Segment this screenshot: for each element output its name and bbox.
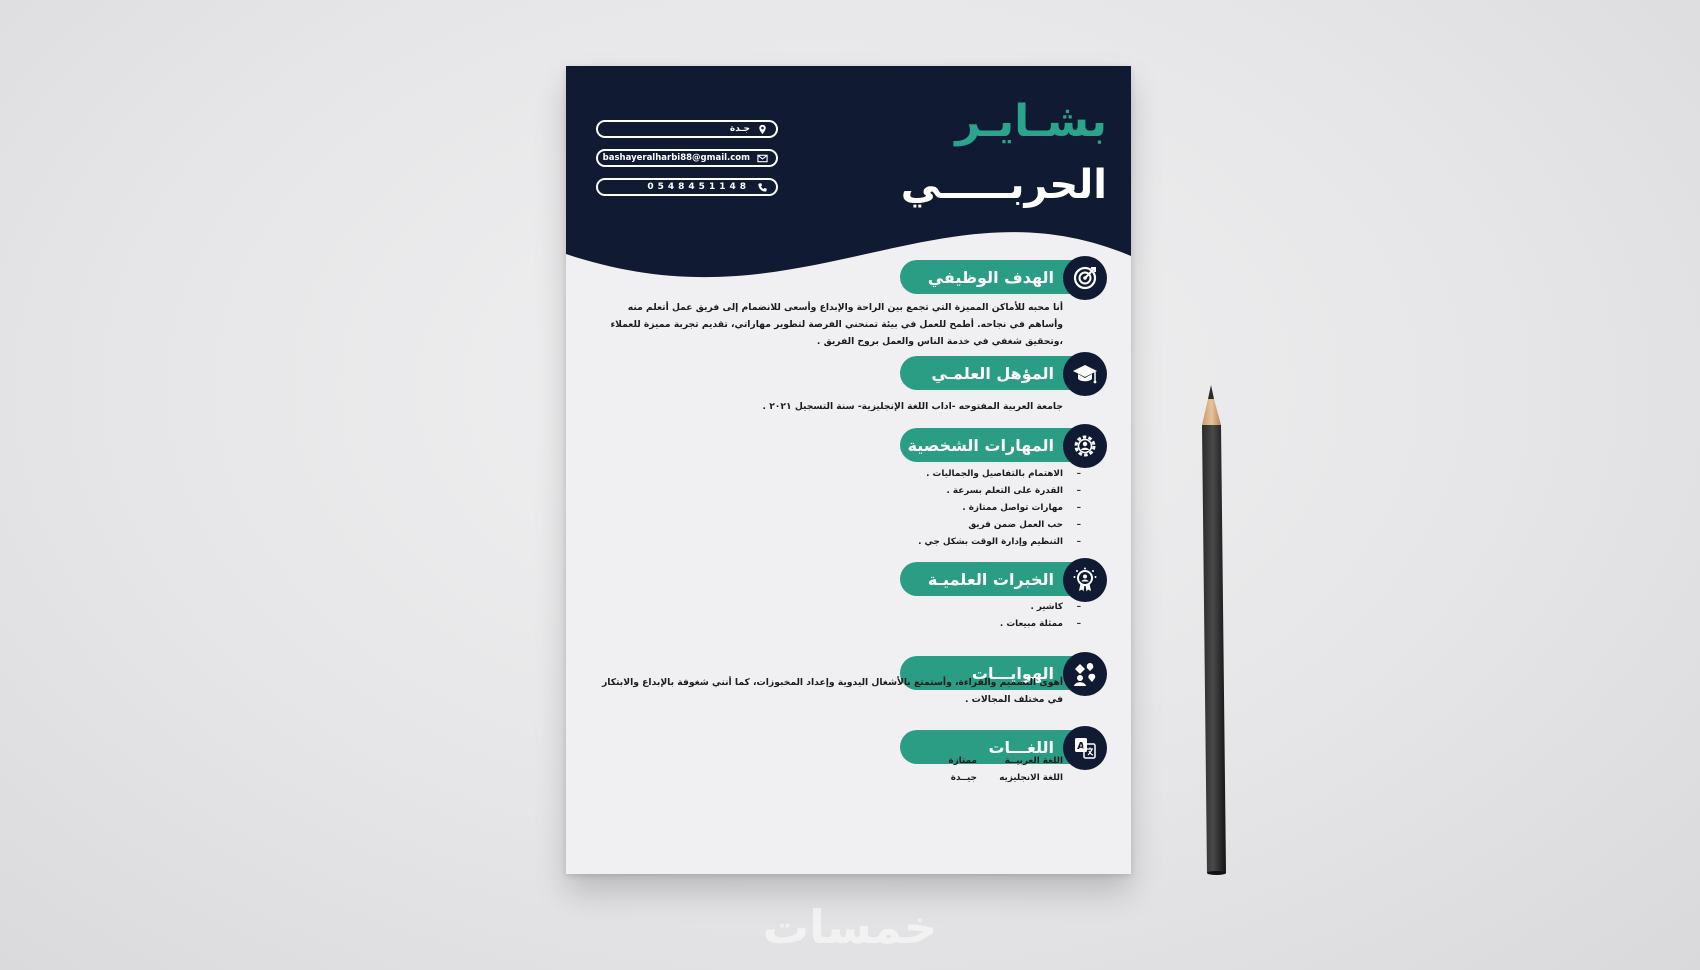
list-item: – التنظيم وإدارة الوقت بشكل جي . [918, 534, 1081, 551]
hobbies-text: أهوى التصميم والقراءة، وأستمتع بالأشغال اليدوية وإعداد المخبوزات، كما أنني شغوفة بالإبداع والابتكار في مختلف المجالات . [601, 677, 1063, 705]
list-item: – مهارات تواصل ممتازة . [918, 500, 1081, 517]
contact-email [596, 149, 778, 167]
city-text: جـدة [729, 124, 750, 134]
languages-title: اللغـــات [988, 737, 1054, 757]
email-text: bashayeralharbi88@gmail.com [602, 153, 750, 163]
language-level: جيــدة [950, 773, 977, 783]
experience-list [1000, 599, 1081, 633]
phone-icon [757, 182, 768, 193]
contact-phone [596, 178, 778, 196]
objective-title: الهدف الوظيفي [927, 267, 1054, 287]
list-item: – حب العمل ضمن فريق [918, 517, 1081, 534]
language-row [951, 773, 1063, 783]
section-header-education [900, 352, 1107, 392]
phone-text: 0548451148 [647, 182, 750, 192]
translate-icon [1063, 726, 1107, 770]
target-icon [1063, 256, 1107, 300]
list-item: – ممثلة مبيعات . [1000, 616, 1081, 633]
award-badge-icon [1063, 558, 1107, 602]
education-title: المؤهل العلمـي [931, 363, 1054, 383]
language-level: ممتازة [948, 756, 977, 766]
last-name: الحربـــــي [900, 162, 1107, 208]
list-item: – القدرة على التعلم بسرعة . [918, 483, 1081, 500]
education-text: جامعة العربية المفتوحه -اداب اللغة الإنجليزية- سنة التسجيل ٢٠٢١ . [762, 401, 1063, 412]
section-header-objective [900, 256, 1107, 296]
resume-sheet [566, 66, 1131, 874]
hobbies-icon [1063, 652, 1107, 696]
location-pin-icon [757, 124, 768, 135]
skills-title: المهارات الشخصية [907, 435, 1054, 455]
language-row [949, 756, 1064, 766]
skills-list [918, 466, 1081, 551]
language-name: اللغة الانجليزيه [999, 773, 1063, 783]
objective-text: أنا محبه للأماكن المميزة التي تجمع بين الراحة والإبداع وأسعى للانضمام إلى فريق عمل أتعلم منه وأساهم في نجاحه. أطمح للعمل في بيئة تمنحني الفرصة لتطوير مهاراتي، تقديم تجربة مميزة للعملاء ،وتحقيق شغفي في خدمة الناس والعمل بروح الفريق . [610, 302, 1063, 347]
section-header-skills [900, 424, 1107, 464]
list-item: – كاشير . [1000, 599, 1081, 616]
khamsat-logo [745, 897, 955, 957]
language-name: اللغة العربيــة [1004, 756, 1063, 766]
list-item: – الاهتمام بالتفاصيل والجماليات . [918, 466, 1081, 483]
hobbies-title: الهوايـــات [971, 663, 1054, 683]
section-header-experience [900, 558, 1107, 598]
experience-title: الخبرات العلميـة [927, 569, 1054, 589]
contact-city [596, 120, 778, 138]
svg-text:خمسات: خمسات [762, 900, 938, 954]
graduation-cap-icon [1063, 352, 1107, 396]
first-name: بشـايـر [955, 96, 1107, 147]
envelope-icon [757, 153, 768, 164]
gear-person-icon [1063, 424, 1107, 468]
pencil [1197, 385, 1227, 875]
svg-text:A: A [1077, 741, 1085, 752]
